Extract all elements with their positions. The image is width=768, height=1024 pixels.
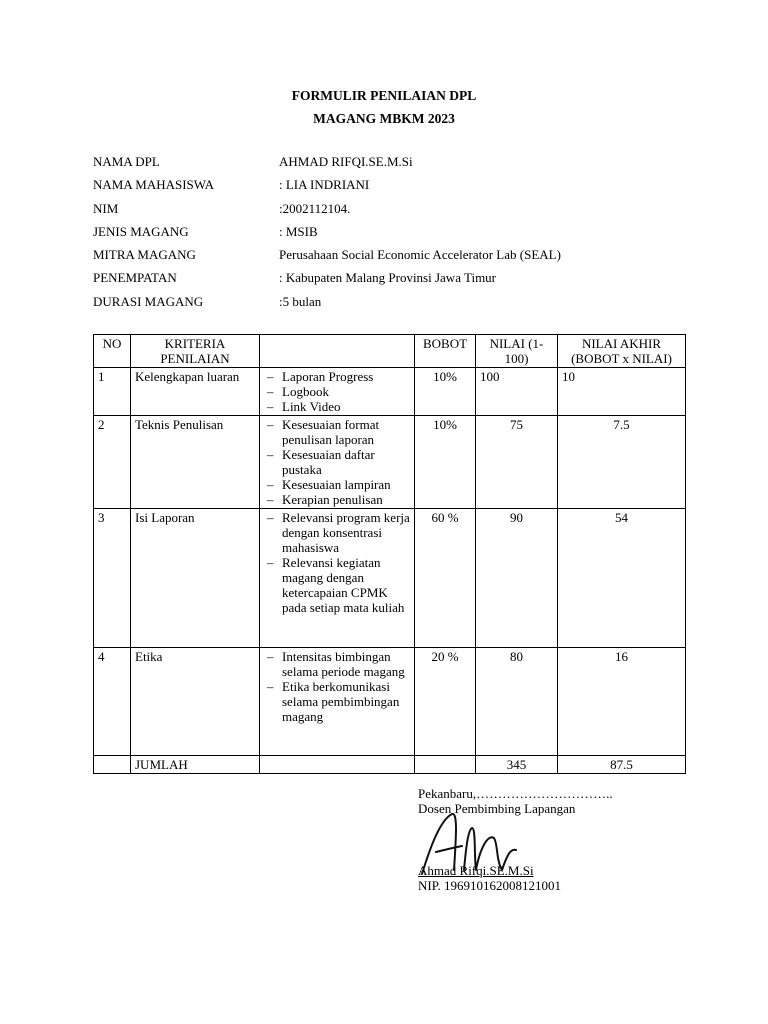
info-label: JENIS MAGANG [93,223,189,239]
signer-role: Dosen Pembimbing Lapangan [418,801,576,816]
table-row [94,416,686,509]
table-row [94,509,686,648]
criteria-item: – Kesesuaian format penulisan laporan [264,417,410,447]
info-value: :2002112104. [279,200,351,216]
info-value: : LIA INDRIANI [279,177,370,193]
row-nilai: 80 [476,648,558,756]
row-nilai-akhir: 10 [558,368,686,416]
row-nilai: 90 [476,509,558,648]
info-label: PENEMPATAN [93,270,177,286]
row-no: 2 [94,416,131,509]
form-title: FORMULIR PENILAIAN DPL [291,88,477,103]
assessment-table [93,334,686,774]
info-label: MITRA MAGANG [93,247,196,263]
row-items [260,509,415,648]
header-nilai-akhir: NILAI AKHIR (BOBOT x NILAI) [558,335,686,368]
row-nilai-akhir: 54 [558,509,686,648]
table-total-row [94,756,686,774]
criteria-item: – Kerapian penulisan [264,492,410,507]
total-nilai: 345 [476,756,558,774]
info-label: NIM [93,200,119,216]
signer-nip: NIP. 196910162008121001 [418,878,562,893]
total-no [94,756,131,774]
row-bobot: 20 % [415,648,476,756]
info-label: NAMA DPL [93,154,160,169]
row-nilai-akhir: 16 [558,648,686,756]
info-label: NAMA MAHASISWA [93,177,214,193]
handwritten-signature [418,808,528,878]
row-nilai: 100 [476,368,558,416]
info-value: : Kabupaten Malang Provinsi Jawa Timur [279,270,497,286]
criteria-item: – Etika berkomunikasi selama pembimbingan magang [264,679,410,724]
row-nilai: 75 [476,416,558,509]
total-blank [260,756,415,774]
criteria-item: – Kesesuaian lampiran [264,477,410,492]
row-bobot: 60 % [415,509,476,648]
row-nilai-akhir: 7.5 [558,416,686,509]
total-bobot [415,756,476,774]
criteria-item: – Logbook [264,384,410,399]
info-value: : MSIB [279,223,318,239]
row-items [260,368,415,416]
place-date: Pekanbaru,………………………….. [418,786,613,801]
info-value: Perusahaan Social Economic Accelerator Lab (SEAL) [279,247,561,263]
row-items [260,648,415,756]
total-label: JUMLAH [131,756,260,774]
header-bobot: BOBOT [415,335,476,368]
row-kriteria: Isi Laporan [131,509,260,648]
criteria-item: – Relevansi kegiatan magang dengan ketercapaian CPMK pada setiap mata kuliah [264,555,410,615]
row-kriteria: Kelengkapan luaran [131,368,260,416]
signer-name: Ahmad Rifqi.SE.M.Si [418,863,534,878]
row-no: 1 [94,368,131,416]
table-header-row [94,335,686,368]
header-no: NO [94,335,131,368]
criteria-item: – Laporan Progress [264,369,410,384]
info-label: DURASI MAGANG [93,293,204,309]
header-nilai: NILAI (1-100) [476,335,558,368]
header-blank [260,335,415,368]
row-bobot: 10% [415,368,476,416]
total-nilai-akhir: 87.5 [558,756,686,774]
criteria-item: – Link Video [264,399,410,414]
row-no: 3 [94,509,131,648]
row-items [260,416,415,509]
row-bobot: 10% [415,416,476,509]
table-row [94,368,686,416]
info-value: :5 bulan [279,293,322,309]
form-subtitle: MAGANG MBKM 2023 [313,111,455,126]
info-value: AHMAD RIFQI.SE.M.Si [279,154,413,169]
row-kriteria: Teknis Penulisan [131,416,260,509]
row-kriteria: Etika [131,648,260,756]
header-kriteria: KRITERIA PENILAIAN [131,335,260,368]
criteria-item: – Kesesuaian daftar pustaka [264,447,410,477]
row-no: 4 [94,648,131,756]
criteria-item: – Relevansi program kerja dengan konsentrasi mahasiswa [264,510,410,555]
criteria-item: – Intensitas bimbingan selama periode magang [264,649,410,679]
table-row [94,648,686,756]
